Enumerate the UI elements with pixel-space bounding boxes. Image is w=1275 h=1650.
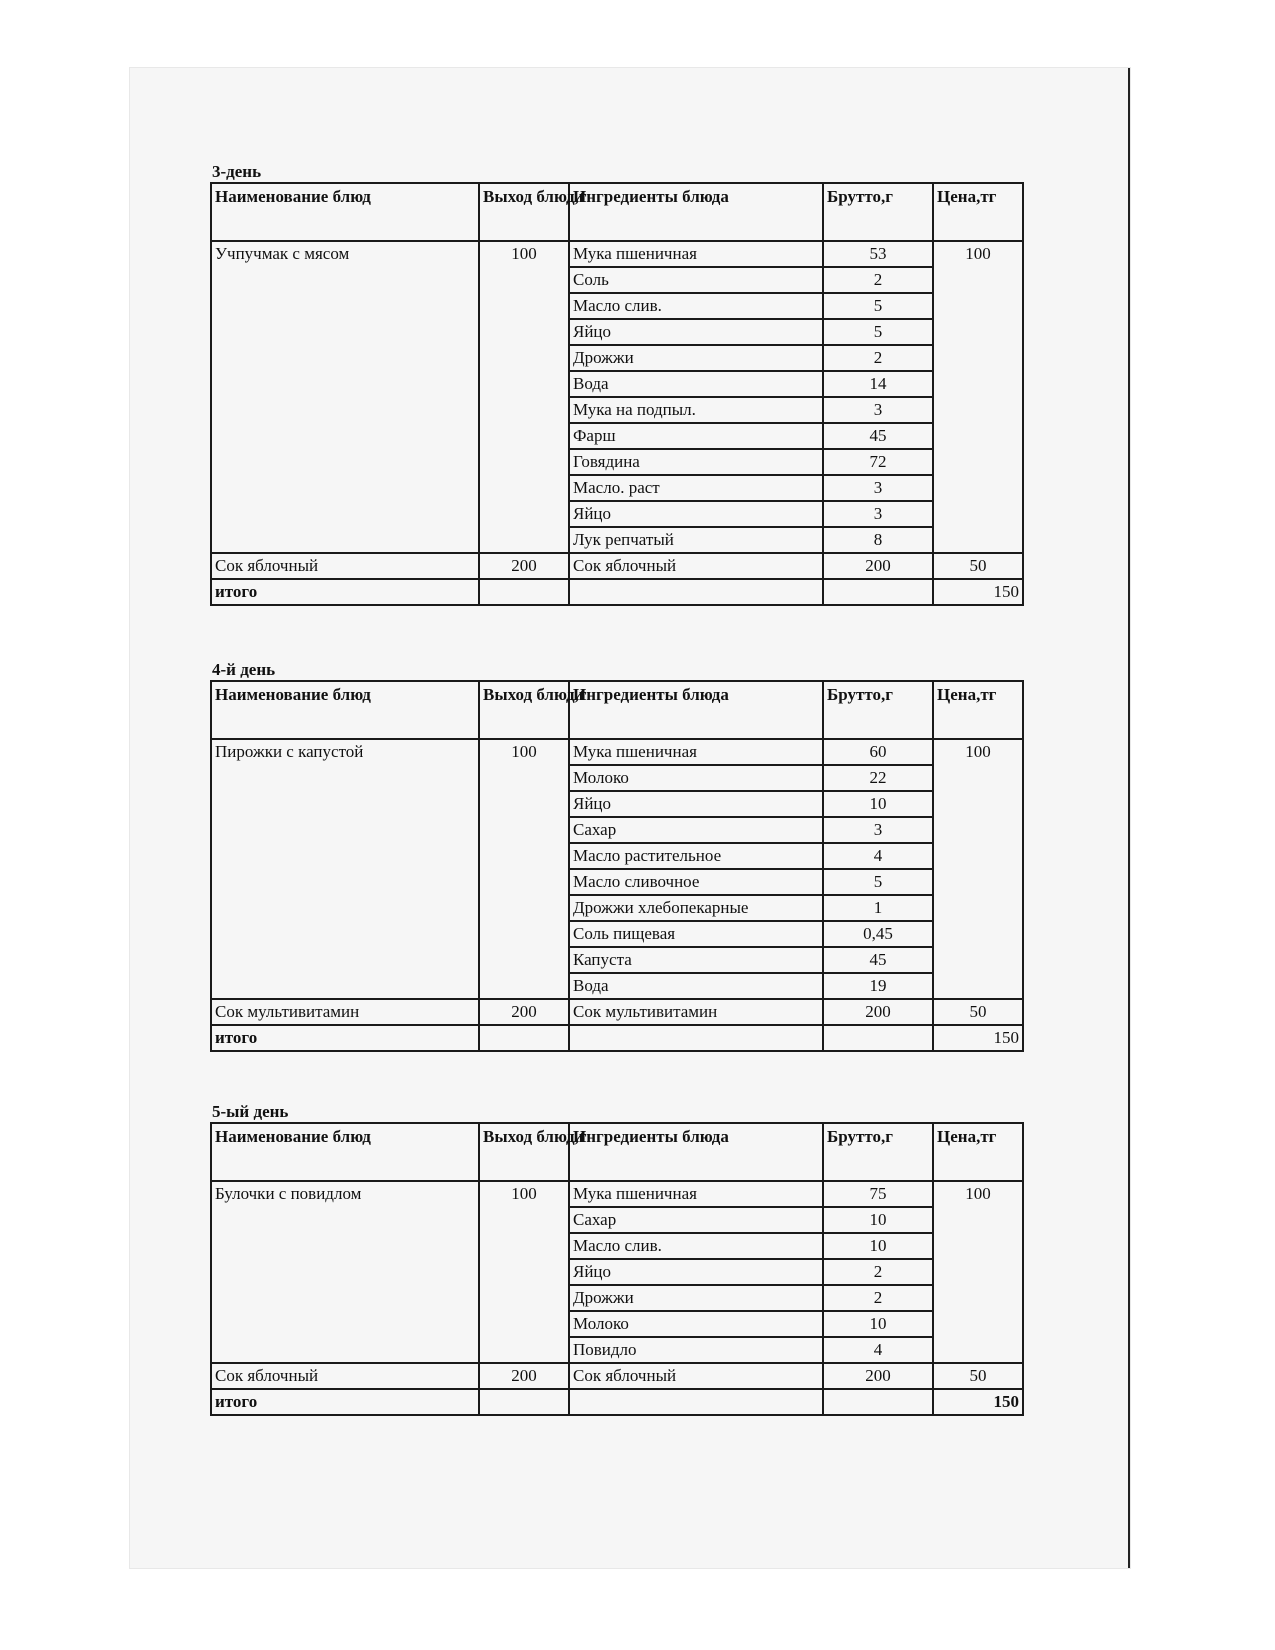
- dish-name: Пирожки с капустой: [211, 739, 479, 999]
- juice-ingredient: Сок мультивитамин: [569, 999, 823, 1025]
- ingredient-name: Мука пшеничная: [569, 1181, 823, 1207]
- ingredient-name: Дрожжи: [569, 345, 823, 371]
- ingredient-gross: 5: [823, 319, 933, 345]
- header-dish-name: Наименование блюд: [211, 681, 479, 739]
- table-row: [211, 1363, 1023, 1389]
- ingredient-name: Молоко: [569, 1311, 823, 1337]
- ingredient-name: Соль: [569, 267, 823, 293]
- header-gross: Брутто,г: [823, 681, 933, 739]
- ingredient-gross: 14: [823, 371, 933, 397]
- header-price: Цена,тг: [933, 681, 1023, 739]
- ingredient-name: Дрожжи: [569, 1285, 823, 1311]
- ingredient-name: Повидло: [569, 1337, 823, 1363]
- header-price: Цена,тг: [933, 183, 1023, 241]
- ingredient-name: Капуста: [569, 947, 823, 973]
- ingredient-gross: 10: [823, 1311, 933, 1337]
- ingredient-gross: 3: [823, 501, 933, 527]
- juice-output: 200: [479, 1363, 569, 1389]
- ingredient-name: Дрожжи хлебопекарные: [569, 895, 823, 921]
- ingredient-gross: 60: [823, 739, 933, 765]
- ingredient-name: Мука на подпыл.: [569, 397, 823, 423]
- dish-name: Учпучмак с мясом: [211, 241, 479, 553]
- ingredient-gross: 3: [823, 817, 933, 843]
- dish-output: 100: [479, 739, 569, 999]
- day-section: [210, 660, 1040, 1052]
- total-row: [211, 579, 1023, 605]
- dish-price: 100: [933, 1181, 1023, 1363]
- dish-name: Булочки с повидлом: [211, 1181, 479, 1363]
- empty-cell: [479, 579, 569, 605]
- header-output: Выход блюд,г: [479, 1123, 569, 1181]
- ingredient-name: Вода: [569, 371, 823, 397]
- ingredient-name: Вода: [569, 973, 823, 999]
- ingredient-gross: 2: [823, 1259, 933, 1285]
- ingredient-gross: 8: [823, 527, 933, 553]
- total-price: 150: [933, 579, 1023, 605]
- header-gross: Брутто,г: [823, 183, 933, 241]
- table-row: [211, 739, 1023, 765]
- menu-table: [210, 680, 1024, 1052]
- day-title: 4-й день: [212, 660, 276, 679]
- juice-price: 50: [933, 999, 1023, 1025]
- ingredient-gross: 45: [823, 423, 933, 449]
- ingredient-name: Соль пищевая: [569, 921, 823, 947]
- juice-name: Сок мультивитамин: [211, 999, 479, 1025]
- juice-output: 200: [479, 553, 569, 579]
- total-row: [211, 1025, 1023, 1051]
- juice-gross: 200: [823, 1363, 933, 1389]
- ingredient-gross: 19: [823, 973, 933, 999]
- ingredient-name: Молоко: [569, 765, 823, 791]
- ingredient-name: Масло слив.: [569, 1233, 823, 1259]
- day-title: 5-ый день: [212, 1102, 289, 1121]
- ingredient-gross: 5: [823, 869, 933, 895]
- dish-price: 100: [933, 739, 1023, 999]
- juice-ingredient: Сок яблочный: [569, 553, 823, 579]
- day-section: [210, 162, 1040, 606]
- header-row: [211, 681, 1023, 739]
- ingredient-gross: 22: [823, 765, 933, 791]
- ingredient-gross: 10: [823, 1207, 933, 1233]
- empty-cell: [479, 1025, 569, 1051]
- header-ingredients: Ингредиенты блюда: [569, 681, 823, 739]
- ingredient-name: Яйцо: [569, 319, 823, 345]
- empty-cell: [823, 1389, 933, 1415]
- total-row: [211, 1389, 1023, 1415]
- table-row: [211, 1181, 1023, 1207]
- table-row: [211, 553, 1023, 579]
- header-output: Выход блюд,г: [479, 183, 569, 241]
- header-output: Выход блюд,г: [479, 681, 569, 739]
- ingredient-name: Масло. раст: [569, 475, 823, 501]
- ingredient-name: Масло растительное: [569, 843, 823, 869]
- ingredient-gross: 5: [823, 293, 933, 319]
- total-price: 150: [933, 1389, 1023, 1415]
- ingredient-gross: 4: [823, 1337, 933, 1363]
- ingredient-gross: 2: [823, 345, 933, 371]
- juice-gross: 200: [823, 999, 933, 1025]
- empty-cell: [569, 1025, 823, 1051]
- total-label: итого: [211, 1025, 479, 1051]
- ingredient-gross: 3: [823, 475, 933, 501]
- ingredient-gross: 75: [823, 1181, 933, 1207]
- dish-output: 100: [479, 241, 569, 553]
- juice-price: 50: [933, 1363, 1023, 1389]
- ingredient-name: Яйцо: [569, 1259, 823, 1285]
- page-edge: [1128, 68, 1130, 1568]
- empty-cell: [479, 1389, 569, 1415]
- ingredient-name: Сахар: [569, 1207, 823, 1233]
- day-section: [210, 1102, 1040, 1416]
- empty-cell: [569, 579, 823, 605]
- juice-output: 200: [479, 999, 569, 1025]
- ingredient-name: Мука пшеничная: [569, 739, 823, 765]
- empty-cell: [569, 1389, 823, 1415]
- ingredient-gross: 4: [823, 843, 933, 869]
- header-row: [211, 1123, 1023, 1181]
- ingredient-name: Масло слив.: [569, 293, 823, 319]
- total-label: итого: [211, 579, 479, 605]
- ingredient-name: Мука пшеничная: [569, 241, 823, 267]
- dish-output: 100: [479, 1181, 569, 1363]
- header-dish-name: Наименование блюд: [211, 1123, 479, 1181]
- ingredient-gross: 72: [823, 449, 933, 475]
- header-ingredients: Ингредиенты блюда: [569, 1123, 823, 1181]
- header-dish-name: Наименование блюд: [211, 183, 479, 241]
- header-price: Цена,тг: [933, 1123, 1023, 1181]
- ingredient-name: Фарш: [569, 423, 823, 449]
- ingredient-gross: 53: [823, 241, 933, 267]
- header-row: [211, 183, 1023, 241]
- ingredient-name: Яйцо: [569, 501, 823, 527]
- ingredient-gross: 1: [823, 895, 933, 921]
- ingredient-name: Лук репчатый: [569, 527, 823, 553]
- ingredient-gross: 10: [823, 1233, 933, 1259]
- empty-cell: [823, 579, 933, 605]
- header-ingredients: Ингредиенты блюда: [569, 183, 823, 241]
- juice-name: Сок яблочный: [211, 553, 479, 579]
- empty-cell: [823, 1025, 933, 1051]
- juice-gross: 200: [823, 553, 933, 579]
- ingredient-name: Яйцо: [569, 791, 823, 817]
- juice-name: Сок яблочный: [211, 1363, 479, 1389]
- header-gross: Брутто,г: [823, 1123, 933, 1181]
- table-row: [211, 999, 1023, 1025]
- ingredient-gross: 0,45: [823, 921, 933, 947]
- ingredient-gross: 10: [823, 791, 933, 817]
- dish-price: 100: [933, 241, 1023, 553]
- total-price: 150: [933, 1025, 1023, 1051]
- juice-price: 50: [933, 553, 1023, 579]
- table-row: [211, 241, 1023, 267]
- ingredient-gross: 2: [823, 1285, 933, 1311]
- total-label: итого: [211, 1389, 479, 1415]
- ingredient-gross: 45: [823, 947, 933, 973]
- juice-ingredient: Сок яблочный: [569, 1363, 823, 1389]
- menu-table: [210, 1122, 1024, 1416]
- ingredient-gross: 2: [823, 267, 933, 293]
- ingredient-name: Говядина: [569, 449, 823, 475]
- ingredient-gross: 3: [823, 397, 933, 423]
- ingredient-name: Сахар: [569, 817, 823, 843]
- ingredient-name: Масло сливочное: [569, 869, 823, 895]
- menu-table: [210, 182, 1024, 606]
- day-title: 3-день: [212, 162, 262, 181]
